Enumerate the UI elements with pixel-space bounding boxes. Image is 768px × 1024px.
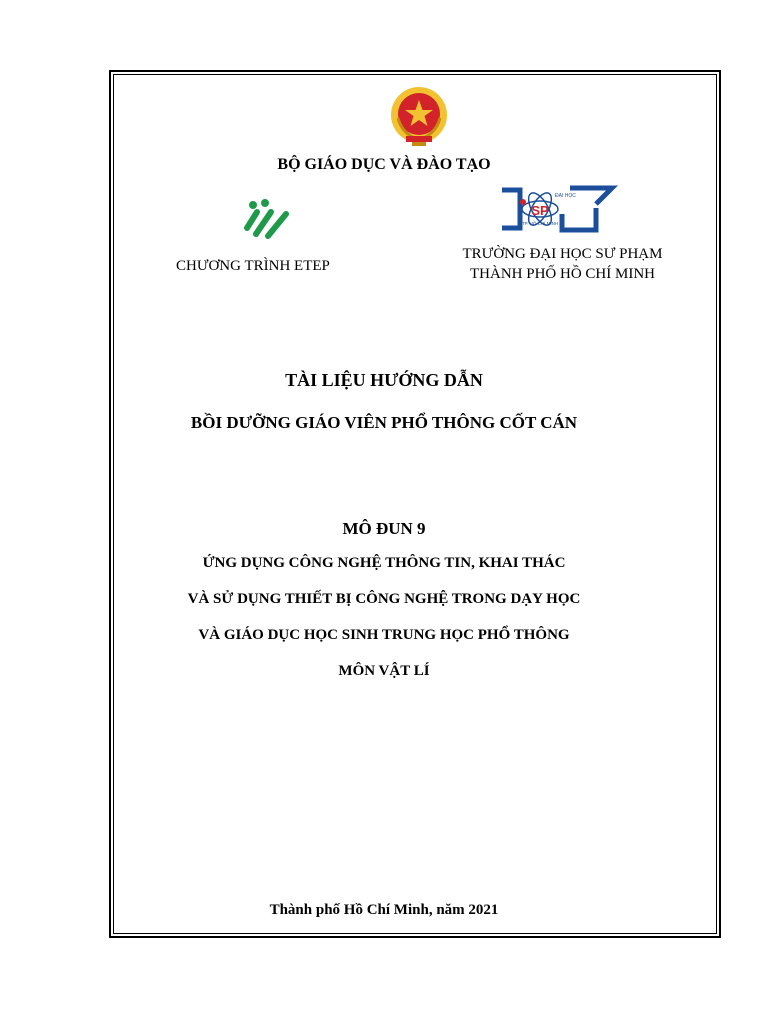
document-title: TÀI LIỆU HƯỚNG DẪN [285,370,483,390]
etep-logo-icon [244,198,290,240]
module-line-3: VÀ GIÁO DỤC HỌC SINH TRUNG HỌC PHỔ THÔNG [198,627,570,643]
university-name-line1: TRƯỜNG ĐẠI HỌC SƯ PHẠM [462,246,663,262]
place-date: Thành phố Hồ Chí Minh, năm 2021 [269,902,499,918]
module-line-2: VÀ SỬ DỤNG THIẾT BỊ CÔNG NGHỆ TRONG DẠY HỌC [187,591,581,607]
hcmue-logo-top-text: ĐẠI HỌC [555,193,576,199]
hcmue-logo-icon [500,184,618,236]
hcmue-logo-bottom-text: TP. HỒ CHÍ MINH [521,221,559,226]
page-border-inner [113,74,717,934]
document-subtitle: BỒI DƯỠNG GIÁO VIÊN PHỔ THÔNG CỐT CÁN [190,413,578,432]
module-line-1: ỨNG DỤNG CÔNG NGHỆ THÔNG TIN, KHAI THÁC [202,555,566,571]
etep-program-label: CHƯƠNG TRÌNH ETEP [176,258,330,274]
module-title: MÔ ĐUN 9 [342,519,426,538]
ministry-name: BỘ GIÁO DỤC VÀ ĐÀO TẠO [277,156,491,173]
subject-line: MÔN VẬT LÍ [338,663,430,679]
university-name-line2: THÀNH PHỐ HỒ CHÍ MINH [470,266,655,282]
hcmue-logo-mark: SP [531,203,549,218]
national-emblem-icon [388,84,450,150]
